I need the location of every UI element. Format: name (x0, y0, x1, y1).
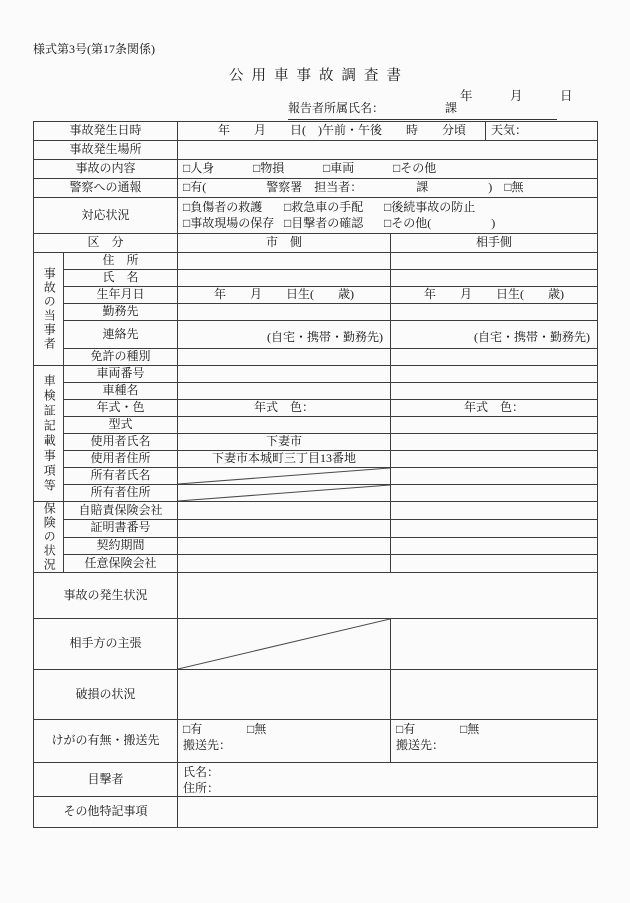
row-accident-datetime (34, 122, 598, 141)
row-label-party-address: 住 所 (64, 253, 178, 270)
witness-address-label: 住所： (183, 780, 220, 795)
row-owner-address (34, 485, 598, 502)
cell-injury-city (178, 720, 391, 763)
row-model-type (34, 417, 598, 434)
cell-accident-place-value (178, 141, 598, 160)
checkbox-vehicle-damage: □車両 (323, 161, 355, 176)
row-party-birthdate (34, 287, 598, 304)
checkbox-confirm-witness: □目撃者の確認 (284, 215, 364, 230)
row-label-accident-occurrence: 事故の発生状況 (34, 573, 178, 619)
row-party-address (34, 253, 598, 270)
cell-other-party-claim-city-crossed (178, 619, 391, 670)
cell-contract-period-city (178, 537, 391, 555)
row-damage-status (34, 670, 598, 720)
reporter-label: 報告者所属氏名： (288, 101, 385, 115)
row-year-color (34, 400, 598, 417)
row-voluntary-insurance (34, 555, 598, 573)
transport-destination-label: 搬送先： (396, 737, 445, 752)
cell-accident-content-options (178, 160, 598, 179)
cell-year-color-other: 年式 色： (391, 400, 598, 417)
column-header-city-side: 市 側 (178, 234, 391, 253)
cell-party-license-other (391, 349, 598, 366)
row-label-owner-name: 所有者氏名 (64, 468, 178, 485)
row-label-party-contact: 連絡先 (64, 321, 178, 349)
row-party-contact (34, 321, 598, 349)
cell-user-address-other (391, 451, 598, 468)
row-accident-occurrence (34, 573, 598, 619)
row-label-vehicle-number: 車両番号 (64, 366, 178, 383)
checkbox-content-other: □その他 (393, 161, 437, 176)
cell-vehicle-number-other (391, 366, 598, 383)
cell-certificate-number-other (391, 519, 598, 537)
cell-voluntary-insurance-other (391, 555, 598, 573)
row-label-user-address: 使用者住所 (64, 451, 178, 468)
cell-model-type-other (391, 417, 598, 434)
form-number: 様式第3号(第17条関係) (33, 42, 155, 56)
row-label-year-color: 年式・色 (64, 400, 178, 417)
group-label-party: 事故の当事者 (34, 253, 64, 366)
cell-year-color-city: 年式 色： (178, 400, 391, 417)
row-label-user-name: 使用者氏名 (64, 434, 178, 451)
checkbox-personal-injury: □人身 (183, 161, 215, 176)
witness-name-label: 氏名： (183, 765, 220, 779)
cell-user-name-other (391, 434, 598, 451)
cell-damage-status-other (391, 670, 598, 720)
row-label-party-license: 免許の種別 (64, 349, 178, 366)
row-label-response-status: 対応状況 (34, 198, 178, 234)
row-injury-transport (34, 720, 598, 763)
row-label-model-type: 型式 (64, 417, 178, 434)
cell-weather: 天気： (486, 122, 598, 141)
cell-contract-period-other (391, 537, 598, 555)
checkbox-injury-no: □無 (460, 722, 480, 736)
row-label-party-workplace: 勤務先 (64, 304, 178, 321)
checkbox-property-damage: □物損 (253, 161, 285, 176)
cell-party-license-city (178, 349, 391, 366)
cell-vehicle-model-other (391, 383, 598, 400)
checkbox-injury-yes: □有 (396, 722, 416, 736)
cell-party-name-other (391, 270, 598, 287)
cell-voluntary-insurance-city (178, 555, 391, 573)
cell-accident-occurrence-value (178, 573, 598, 619)
checkbox-rescue-injured: □負傷者の救護 (183, 199, 263, 214)
cell-party-birthdate-city: 年 月 日生( 歳) (178, 287, 391, 304)
diagonal-strike-line (178, 619, 390, 669)
row-accident-content (34, 160, 598, 179)
cell-witness-value (178, 763, 598, 797)
row-label-witness: 目撃者 (34, 763, 178, 797)
diagonal-strike-line (178, 485, 390, 501)
row-label-other-notes: その他特記事項 (34, 797, 178, 828)
cell-other-notes-value (178, 797, 598, 828)
checkbox-injury-no: □無 (247, 722, 267, 736)
row-accident-place (34, 141, 598, 160)
row-label-vehicle-model: 車種名 (64, 383, 178, 400)
row-response-status (34, 198, 598, 234)
row-certificate-number (34, 519, 598, 537)
row-liability-insurance (34, 502, 598, 520)
report-date-line: 年 月 日 (460, 89, 573, 103)
row-label-accident-content: 事故の内容 (34, 160, 178, 179)
cell-response-status-options (178, 198, 598, 234)
cell-model-type-city (178, 417, 391, 434)
cell-liability-insurance-other (391, 502, 598, 520)
cell-datetime-value: 年 月 日( )午前・午後 時 分頃 (178, 122, 486, 141)
checkbox-injury-yes: □有 (183, 722, 203, 736)
cell-owner-name-other (391, 468, 598, 485)
cell-police-report-value: □有( 警察署 担当者： 課 ) □無 (178, 179, 598, 198)
row-other-party-claim (34, 619, 598, 670)
accident-report-table (33, 121, 598, 828)
page-title: 公用車事故調査書 (229, 68, 409, 84)
cell-party-birthdate-other: 年 月 日生( 歳) (391, 287, 598, 304)
division-header-label: 区 分 (34, 234, 178, 253)
row-label-contract-period: 契約期間 (64, 537, 178, 555)
row-other-notes (34, 797, 598, 828)
row-party-license (34, 349, 598, 366)
row-division-header (34, 234, 598, 253)
diagonal-strike-line (178, 468, 390, 484)
checkbox-call-ambulance: □救急車の手配 (284, 199, 364, 214)
row-label-injury-transport: けがの有無・搬送先 (34, 720, 178, 763)
row-user-name (34, 434, 598, 451)
cell-party-contact-other: (自宅・携帯・勤務先) (391, 321, 598, 349)
row-label-accident-place: 事故発生場所 (34, 141, 178, 160)
cell-party-contact-city: (自宅・携帯・勤務先) (178, 321, 391, 349)
cell-vehicle-number-city (178, 366, 391, 383)
reporter-field (288, 99, 557, 120)
row-witness (34, 763, 598, 797)
checkbox-prevent-secondary-accident: □後続事故の防止 (384, 199, 476, 214)
reporter-section-suffix: 課 (445, 101, 458, 115)
cell-party-workplace-other (391, 304, 598, 321)
row-vehicle-model (34, 383, 598, 400)
cell-liability-insurance-city (178, 502, 391, 520)
row-party-name (34, 270, 598, 287)
cell-party-name-city (178, 270, 391, 287)
row-vehicle-number (34, 366, 598, 383)
row-label-accident-datetime: 事故発生日時 (34, 122, 178, 141)
row-label-other-party-claim: 相手方の主張 (34, 619, 178, 670)
cell-certificate-number-city (178, 519, 391, 537)
cell-user-address-city: 下妻市本城町三丁目13番地 (178, 451, 391, 468)
row-label-liability-insurance: 自賠責保険会社 (64, 502, 178, 520)
cell-party-workplace-city (178, 304, 391, 321)
cell-owner-address-other (391, 485, 598, 502)
cell-injury-other (391, 720, 598, 763)
row-contract-period (34, 537, 598, 555)
cell-vehicle-model-city (178, 383, 391, 400)
cell-other-party-claim-other (391, 619, 598, 670)
row-label-damage-status: 破損の状況 (34, 670, 178, 720)
checkbox-response-other: □その他( ) (384, 215, 496, 230)
row-label-certificate-number: 証明書番号 (64, 519, 178, 537)
row-police-report (34, 179, 598, 198)
group-label-vehicle-registration: 車検証記載事項等 (34, 366, 64, 502)
group-label-insurance: 保険の状況 (34, 502, 64, 573)
row-label-owner-address: 所有者住所 (64, 485, 178, 502)
row-label-party-name: 氏 名 (64, 270, 178, 287)
row-party-workplace (34, 304, 598, 321)
column-header-other-side: 相手側 (391, 234, 598, 253)
row-label-party-birthdate: 生年月日 (64, 287, 178, 304)
transport-destination-label: 搬送先： (183, 737, 232, 752)
cell-party-address-other (391, 253, 598, 270)
row-label-police-report: 警察への通報 (34, 179, 178, 198)
cell-owner-name-city-crossed (178, 468, 391, 485)
cell-owner-address-city-crossed (178, 485, 391, 502)
checkbox-preserve-scene: □事故現場の保存 (183, 215, 275, 230)
cell-party-address-city (178, 253, 391, 270)
cell-damage-status-city (178, 670, 391, 720)
row-user-address (34, 451, 598, 468)
row-owner-name (34, 468, 598, 485)
cell-user-name-city: 下妻市 (178, 434, 391, 451)
row-label-voluntary-insurance: 任意保険会社 (64, 555, 178, 573)
